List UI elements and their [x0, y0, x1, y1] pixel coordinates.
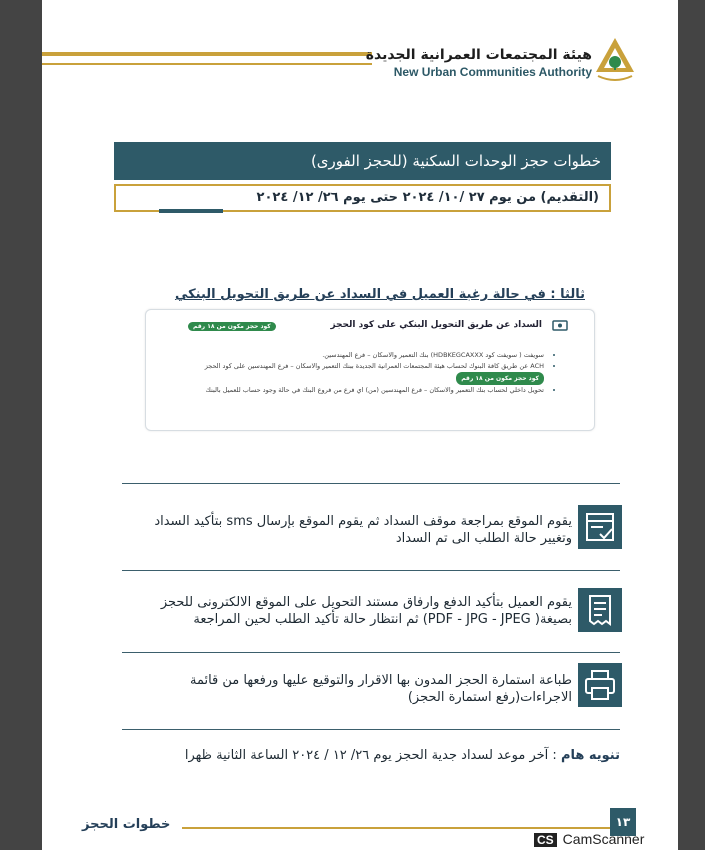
invoice-check-icon: [578, 505, 622, 549]
important-note-text: : آخر موعد لسداد جدية الحجز يوم ٢٦/ ١٢ / ٢٠٢٤ الساعة الثانية ظهرا: [184, 748, 561, 763]
booking-code-badge: كود حجز مكون من ١٨ رقم: [188, 322, 276, 331]
page-number: ١٣: [610, 808, 636, 836]
nuca-logo-icon: [594, 36, 636, 84]
org-name-english: New Urban Communities Authority: [393, 65, 592, 79]
date-underline: [159, 209, 223, 213]
divider: [122, 729, 620, 730]
footer-section-label: خطوات الحجز: [82, 817, 171, 832]
application-dates: (التقديم) من يوم ٢٧ /١٠/ ٢٠٢٤ حتى يوم ٢٦/ ١٢/ ٢٠٢٤: [114, 184, 611, 212]
swift-option: سويفت ( سويفت كود HDBKEGCAXXX) بنك التعمير والاسكان – فرع المهندسين.: [322, 351, 544, 359]
ach-option: ACH عن طريق كافة البنوك لحساب هيئة المجتمعات العمرانية الجديدة ببنك التعمير والاسكان – فرع المهندسين على كود الحجز: [204, 362, 544, 370]
receipt-icon: [578, 588, 622, 632]
printer-icon: [578, 663, 622, 707]
page-title: خطوات حجز الوحدات السكنية (للحجز الفورى): [114, 142, 611, 180]
divider: [122, 570, 620, 571]
list-item: [184, 350, 544, 361]
document-page: [42, 0, 678, 850]
step-1-text: يقوم الموقع بمراجعة موقف السداد ثم يقوم الموقع بإرسال sms بتأكيد السداد وتغيير حالة الطلب الى تم السداد: [154, 514, 572, 546]
section-heading: ثالثا : في حالة رغبة العميل في السداد عن طريق التحويل البنكي: [174, 287, 585, 302]
bank-card-title: السداد عن طريق التحويل البنكي على كود الحجز: [330, 320, 542, 330]
header-rule-thin: [42, 63, 372, 65]
divider: [122, 652, 620, 653]
camscanner-name: CamScanner: [562, 831, 645, 847]
divider: [122, 483, 620, 484]
footer-rule: [182, 827, 610, 829]
step-2-text: يقوم العميل بتأكيد الدفع وارفاق مستند التحويل على الموقع الالكترونى للحجز بصيغة( PDF - JPG - JPEG) ثم انتظار حالة تأكيد الطلب لحين المراجعة: [160, 595, 572, 627]
camscanner-watermark: [534, 831, 644, 847]
important-note-label: تنويه هام: [560, 748, 620, 763]
org-name-arabic: هيئة المجتمعات العمرانية الجديدة: [365, 47, 592, 63]
internal-transfer-option: تحويل داخلي لحساب بنك التعمير والاسكان – فرع المهندسين (من) اي فرع من فروع البنك في حالة وجود حساب للعميل بالبنك: [205, 386, 544, 394]
bank-transfer-card: [145, 309, 595, 431]
bank-options-list: [184, 350, 556, 396]
booking-code-badge-inline: كود حجز مكون من ١٨ رقم: [456, 372, 544, 385]
camscanner-logo: CS: [534, 833, 557, 847]
list-item: [184, 385, 544, 396]
step-3-text: طباعة استمارة الحجز المدون بها الاقرار والتوقيع عليها ورفعها من قائمة الاجراءات(رفع استمارة الحجز): [189, 673, 572, 705]
important-note: [185, 748, 620, 763]
bank-transfer-icon: [552, 319, 568, 332]
list-item: [184, 361, 544, 385]
header-rule: [42, 52, 372, 56]
